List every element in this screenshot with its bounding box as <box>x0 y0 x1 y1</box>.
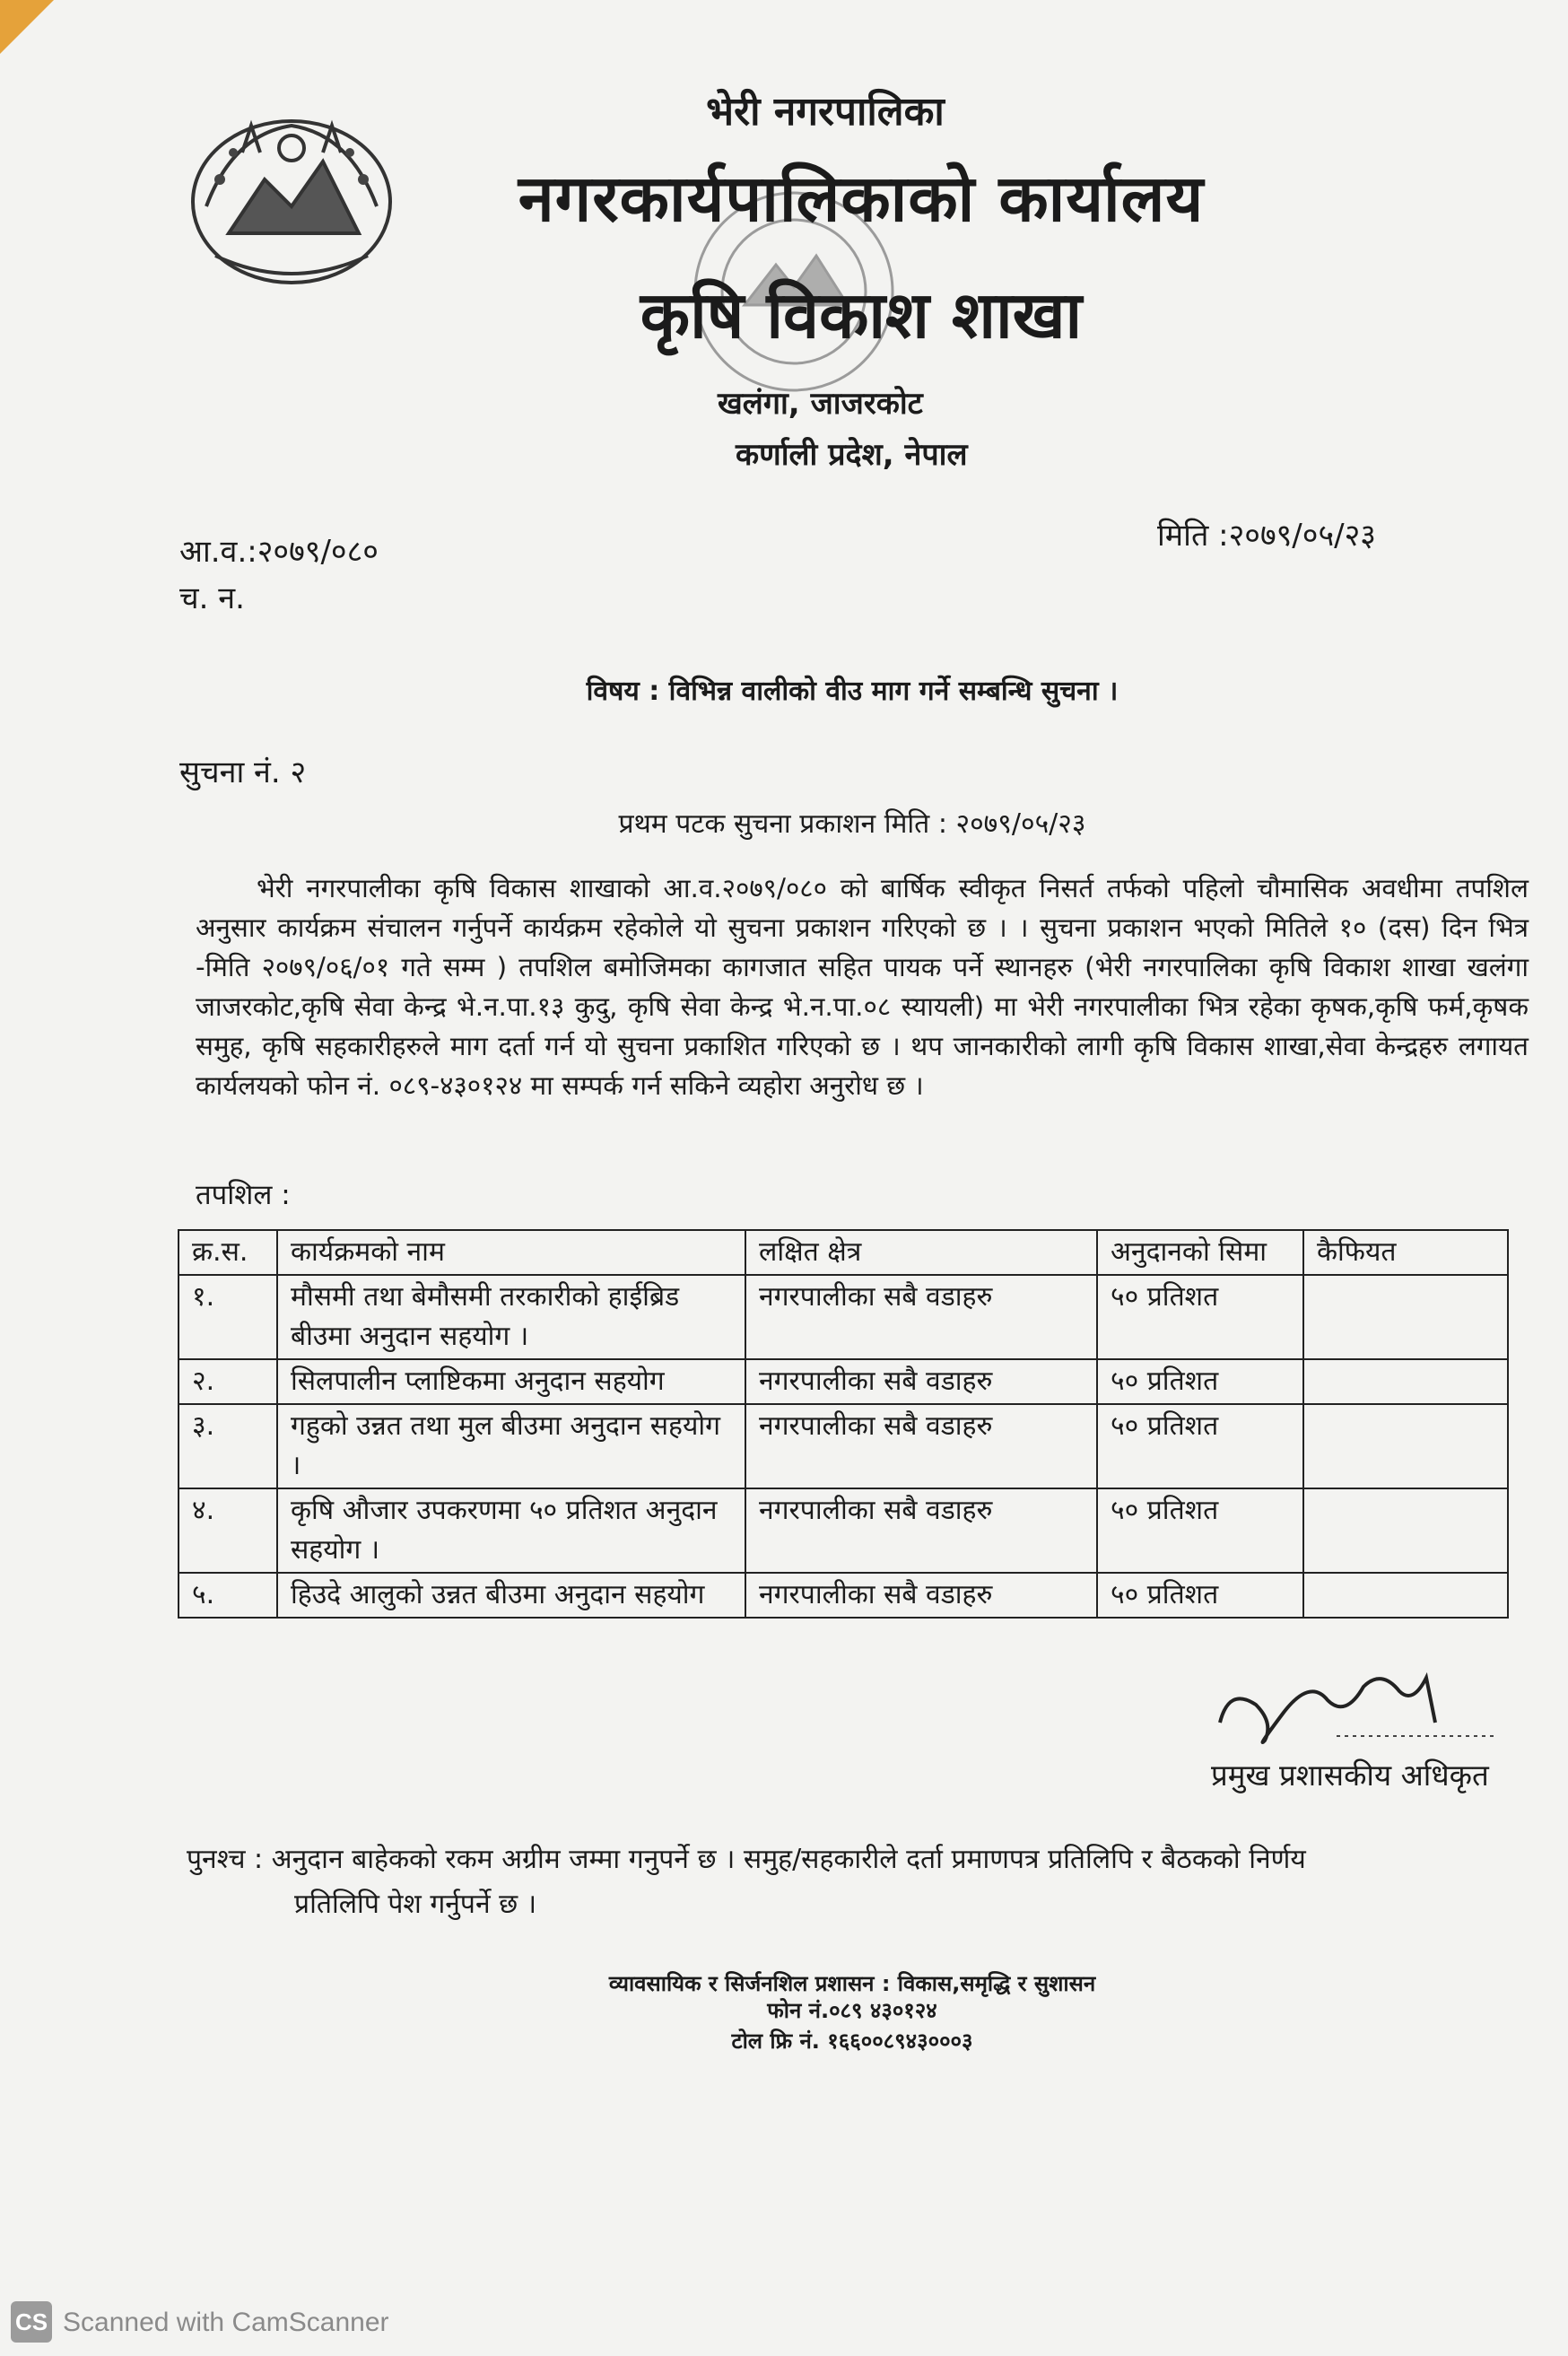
row-remarks <box>1303 1573 1508 1618</box>
first-publication-date: प्रथम पटक सुचना प्रकाशन मिति : २०७९/०५/२३ <box>618 808 1086 840</box>
row-program-name: गहुको उन्नत तथा मुल बीउमा अनुदान सहयोग । <box>277 1404 745 1488</box>
nepal-emblem-icon <box>179 99 404 292</box>
postscript-line-2: प्रतिलिपि पेश गर्नुपर्ने छ । <box>294 1889 537 1920</box>
row-remarks <box>1303 1359 1508 1404</box>
row-serial: २. <box>179 1359 277 1404</box>
corner-fold <box>0 0 54 54</box>
row-target-area: नगरपालीका सबै वडाहरु <box>745 1404 1097 1488</box>
camscanner-watermark: Scanned with CamScanner <box>63 2308 389 2337</box>
row-program-name: हिउदे आलुको उन्नत बीउमा अनुदान सहयोग <box>277 1573 745 1618</box>
row-remarks <box>1303 1275 1508 1359</box>
row-serial: ५. <box>179 1573 277 1618</box>
row-serial: ४. <box>179 1488 277 1573</box>
row-remarks <box>1303 1488 1508 1573</box>
table-row <box>179 1275 1508 1359</box>
header-subsidy-limit: अनुदानको सिमा <box>1097 1230 1303 1275</box>
row-subsidy-limit: ५० प्रतिशत <box>1097 1404 1303 1488</box>
header-serial: क्र.स. <box>179 1230 277 1275</box>
details-label: तपशिल : <box>196 1179 291 1211</box>
program-table <box>178 1229 1509 1619</box>
row-target-area: नगरपालीका सबै वडाहरु <box>745 1359 1097 1404</box>
office-title: नगरकार्यपालिकाको कार्यालय <box>518 161 1205 236</box>
table-header-row <box>179 1230 1508 1275</box>
header-program-name: कार्यक्रमको नाम <box>277 1230 745 1275</box>
row-target-area: नगरपालीका सबै वडाहरु <box>745 1488 1097 1573</box>
header-target-area: लक्षित क्षेत्र <box>745 1230 1097 1275</box>
row-serial: ३. <box>179 1404 277 1488</box>
row-subsidy-limit: ५० प्रतिशत <box>1097 1359 1303 1404</box>
dispatch-number: च. न. <box>179 580 245 616</box>
branch-title: कृषि विकाश शाखा <box>640 277 1083 353</box>
handwritten-signature <box>1202 1651 1507 1758</box>
row-program-name: सिलपालीन प्लाष्टिकमा अनुदान सहयोग <box>277 1359 745 1404</box>
office-address: खलंगा, जाजरकोट <box>718 386 923 422</box>
postscript <box>187 1837 1514 1927</box>
row-target-area: नगरपालीका सबै वडाहरु <box>745 1275 1097 1359</box>
camscanner-logo-icon: CS <box>11 2301 52 2343</box>
postscript-line-1: पुनश्च : अनुदान बाहेकको रकम अग्रीम जम्मा गनुपर्ने छ । समुह/सहकारीले दर्ता प्रमाणपत्र प्रतिलिपि र बैठकको निर्णय <box>187 1844 1306 1875</box>
signatory-title: प्रमुख प्रशासकीय अधिकृत <box>1211 1758 1489 1793</box>
municipality-name: भेरी नगरपालिका <box>706 89 945 135</box>
table-row <box>179 1488 1508 1573</box>
row-target-area: नगरपालीका सबै वडाहरु <box>745 1573 1097 1618</box>
header-remarks: कैफियत <box>1303 1230 1508 1275</box>
footer-phone: फोन नं.०८९ ४३०१२४ <box>767 1998 937 2023</box>
row-program-name: कृषि औजार उपकरणमा ५० प्रतिशत अनुदान सहयोग । <box>277 1488 745 1573</box>
notice-body: भेरी नगरपालीका कृषि विकास शाखाको आ.व.२०७९/०८० को बार्षिक स्वीकृत निसर्त तर्फको पहिलो चौमासिक अवधीमा तपशिल अनुसार कार्यक्रम संचालन गर्नुपर्ने कार्यक्रम रहेकोले यो सुचना प्रकाशन गरिएको छ । । सुचना प्रकाशन भएको मितिले १० (दस) दिन भित्र -मिति २०७९/०६/०१ गते सम्म ) तपशिल बमोजिमका कागजात सहित पायक पर्ने स्थानहरु (भेरी नगरपालिका कृषि विकाश शाखा खलंगा जाजरकोट,कृषि सेवा केन्द्र भे.न.पा.१३ कुदु, कृषि सेवा केन्द्र भे.न.पा.०८ स्यायली) मा भेरी नगरपालीका भित्र रहेका कृषक,कृषि फर्म,कृषक समुह, कृषि सहकारीहरुले माग दर्ता गर्न यो सुचना प्रकाशित गरिएको छ । थप जानकारीको लागी कृषि विकास शाखा,सेवा केन्द्रहरु लगायत कार्यलयको फोन नं. ०८९-४३०१२४ मा सम्पर्क गर्न सकिने व्यहोरा अनुरोध छ । <box>196 873 1529 1101</box>
table-row <box>179 1359 1508 1404</box>
row-serial: १. <box>179 1275 277 1359</box>
notice-number: सुचना नं. २ <box>179 755 307 790</box>
subject-line: विषय : विभिन्न वालीको वीउ माग गर्ने सम्बन्धि सुचना । <box>586 676 1119 707</box>
row-subsidy-limit: ५० प्रतिशत <box>1097 1573 1303 1618</box>
footer-motto: व्यावसायिक र सिर्जनशिल प्रशासन : विकास,समृद्धि र सुशासन <box>608 1971 1096 1996</box>
letter-date: मिति :२०७९/०५/२३ <box>1157 518 1376 554</box>
fiscal-year: आ.व.:२०७९/०८० <box>179 534 379 570</box>
table-row <box>179 1404 1508 1488</box>
table-row <box>179 1573 1508 1618</box>
row-subsidy-limit: ५० प्रतिशत <box>1097 1275 1303 1359</box>
footer-toll-free: टोल फ्रि नं. १६६००८९४३०००३ <box>731 2029 973 2054</box>
row-program-name: मौसमी तथा बेमौसमी तरकारीको हाईब्रिड बीउमा अनुदान सहयोग । <box>277 1275 745 1359</box>
row-subsidy-limit: ५० प्रतिशत <box>1097 1488 1303 1573</box>
row-remarks <box>1303 1404 1508 1488</box>
province-name: कर्णाली प्रदेश, नेपाल <box>736 437 968 473</box>
